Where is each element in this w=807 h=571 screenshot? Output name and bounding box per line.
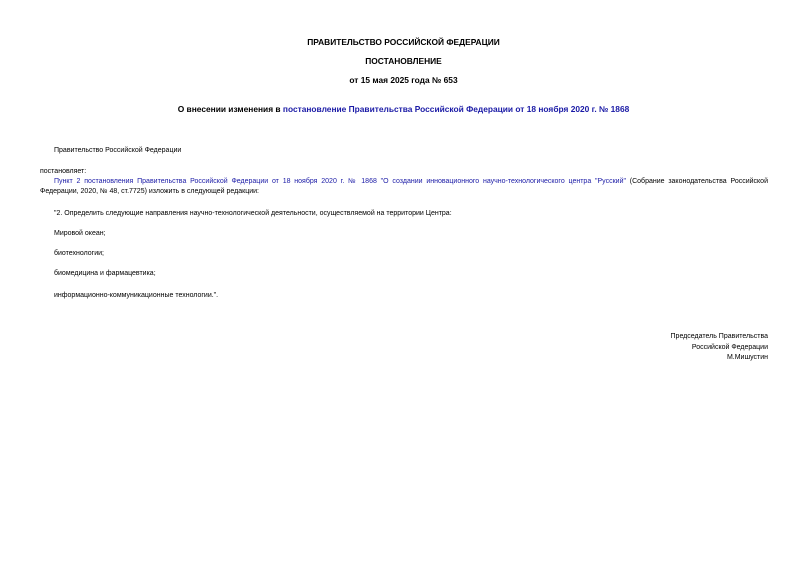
signatory-position-line2: Российской Федерации	[691, 344, 768, 351]
document-title	[0, 104, 807, 114]
document-type: ПОСТАНОВЛЕНИЕ	[365, 56, 442, 66]
quote-intro: "2. Определить следующие направления научно-технологической деятельности, осуществляемой на территории Центра:	[54, 210, 452, 217]
direction-item: биотехнологии;	[54, 250, 105, 257]
signatory-name: М.Мишустин	[726, 354, 768, 361]
direction-item: информационно-коммуникационные технологии.".	[54, 292, 219, 299]
main-amendment-line1	[40, 177, 768, 187]
document-authority: ПРАВИТЕЛЬСТВО РОССИЙСКОЙ ФЕДЕРАЦИИ	[307, 37, 500, 47]
signatory-position-line1: Председатель Правительства	[670, 333, 768, 340]
main-amendment-line2: Федерации, 2020, № 48, ст.7725) изложить в следующей редакции:	[40, 188, 259, 195]
resolves-paragraph: постановляет:	[40, 168, 87, 175]
amended-resolution-link[interactable]: постановление Правительства Российской Федерации от 18 ноября 2020 г. № 1868	[282, 104, 630, 114]
clause-reference-link[interactable]: Пункт 2 постановления Правительства Российской Федерации от 18 ноября 2020 г. № 1868 "О создании инновационного научно-технологического центра "Русский"	[54, 178, 626, 185]
government-paragraph: Правительство Российской Федерации	[54, 147, 182, 154]
direction-item: Мировой океан;	[54, 230, 106, 237]
direction-item: биомедицина и фармацевтика;	[54, 270, 156, 277]
main-amendment-paragraph	[40, 177, 768, 197]
main-amendment-rest: (Собрание законодательства Российской	[625, 178, 768, 185]
document-title-prefix: О внесении изменения в	[177, 104, 283, 114]
document-date-number: от 15 мая 2025 года № 653	[349, 75, 458, 85]
